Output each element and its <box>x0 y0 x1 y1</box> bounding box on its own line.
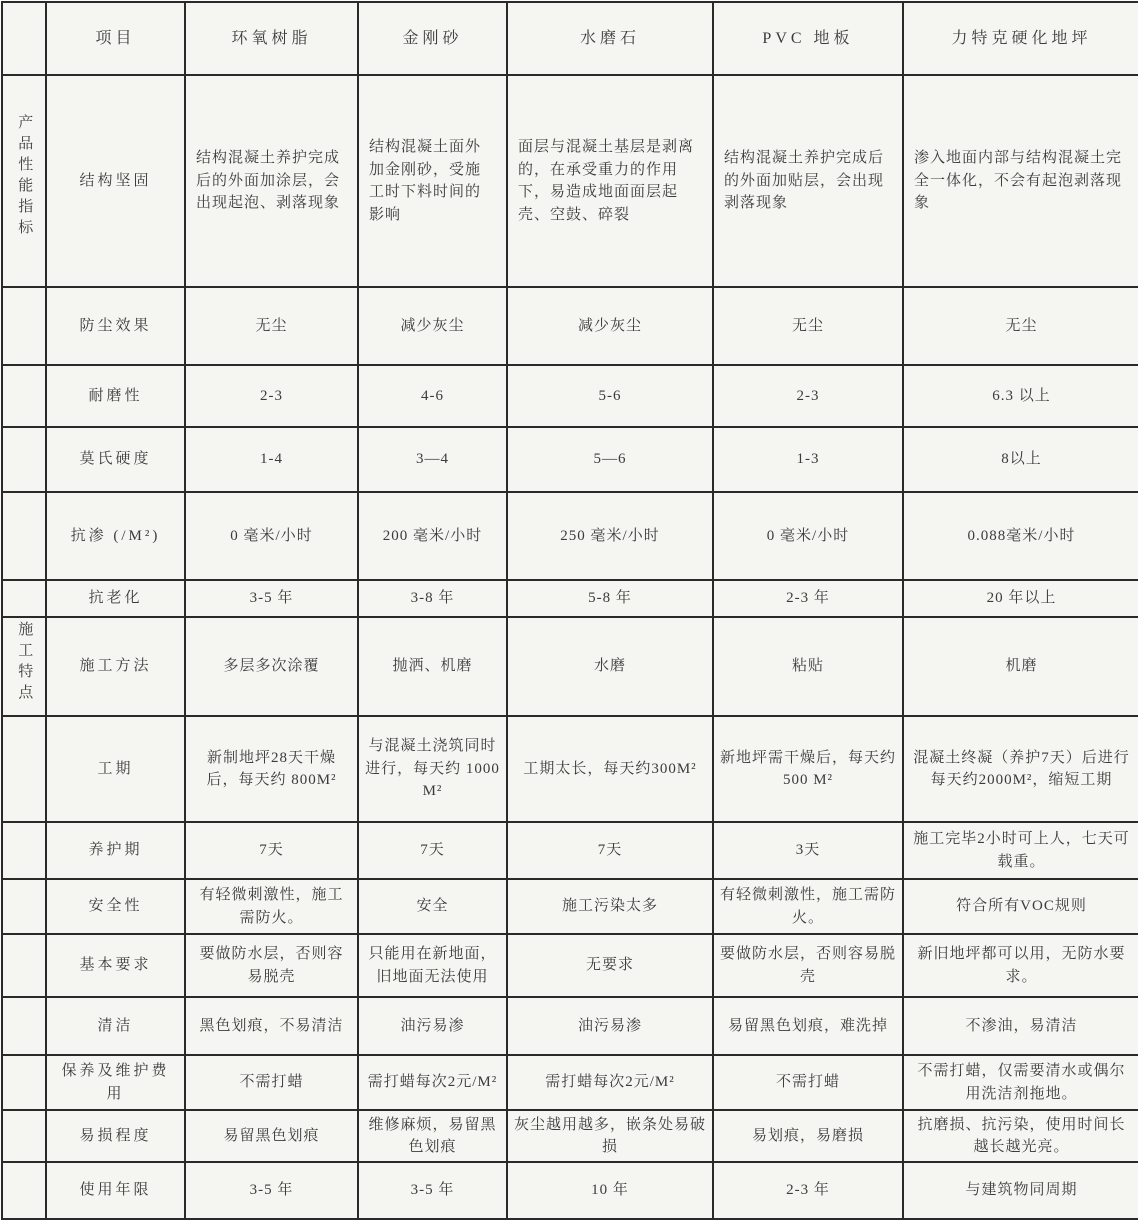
value-cell: 1-3 <box>713 427 903 492</box>
value-cell: 3-5 年 <box>358 1162 507 1219</box>
row-impermeability <box>2 492 1138 580</box>
row-label: 抗渗 (/M²) <box>46 492 185 580</box>
group-cell <box>2 934 46 997</box>
value-cell: 不需打蜡 <box>713 1055 903 1110</box>
value-cell: 不渗油，易清洁 <box>903 997 1138 1055</box>
value-cell: 与建筑物同周期 <box>903 1162 1138 1219</box>
column-header-pvc: PVC 地板 <box>713 2 903 75</box>
row-mohs-hardness <box>2 427 1138 492</box>
value-cell: 7天 <box>507 822 713 879</box>
value-cell: 安全 <box>358 879 507 934</box>
value-cell: 新地坪需干燥后，每天约500 M² <box>713 716 903 822</box>
row-label: 耐磨性 <box>46 365 185 427</box>
row-structure <box>2 75 1138 287</box>
row-wear-resistance <box>2 365 1138 427</box>
value-cell: 要做防水层，否则容易脱壳 <box>713 934 903 997</box>
group-cell <box>2 427 46 492</box>
value-cell: 需打蜡每次2元/M² <box>358 1055 507 1110</box>
value-cell: 结构混凝土养护完成后的外面加涂层，会出现起泡、剥落现象 <box>185 75 358 287</box>
value-cell: 与混凝土浇筑同时进行，每天约 1000M² <box>358 716 507 822</box>
value-cell: 灰尘越用越多，嵌条处易破损 <box>507 1110 713 1162</box>
value-cell: 5-8 年 <box>507 580 713 617</box>
value-cell: 无尘 <box>713 287 903 365</box>
value-cell: 5—6 <box>507 427 713 492</box>
row-curing-period <box>2 822 1138 879</box>
row-label: 抗老化 <box>46 580 185 617</box>
value-cell: 符合所有VOC规则 <box>903 879 1138 934</box>
row-label: 安全性 <box>46 879 185 934</box>
value-cell: 减少灰尘 <box>507 287 713 365</box>
group-cell <box>2 716 46 822</box>
column-header-litek: 力特克硬化地坪 <box>903 2 1138 75</box>
value-cell: 维修麻烦，易留黑色划痕 <box>358 1110 507 1162</box>
row-label: 清洁 <box>46 997 185 1055</box>
group-cell <box>2 365 46 427</box>
value-cell: 0 毫米/小时 <box>185 492 358 580</box>
row-label: 工期 <box>46 716 185 822</box>
value-cell: 无尘 <box>185 287 358 365</box>
group-label-construction: 施工特点 <box>16 620 33 705</box>
column-header-item: 项目 <box>46 2 185 75</box>
value-cell: 渗入地面内部与结构混凝土完全一体化，不会有起泡剥落现象 <box>903 75 1138 287</box>
value-cell: 3-5 年 <box>185 1162 358 1219</box>
row-basic-requirements <box>2 934 1138 997</box>
value-cell: 新制地坪28天干燥后，每天约 800M² <box>185 716 358 822</box>
value-cell: 油污易渗 <box>358 997 507 1055</box>
group-cell <box>2 1162 46 1219</box>
value-cell: 有轻微刺激性，施工需防火。 <box>185 879 358 934</box>
value-cell: 机磨 <box>903 617 1138 716</box>
group-cell <box>2 1110 46 1162</box>
value-cell: 减少灰尘 <box>358 287 507 365</box>
row-aging-resistance <box>2 580 1138 617</box>
value-cell: 工期太长，每天约300M² <box>507 716 713 822</box>
value-cell: 多层多次涂覆 <box>185 617 358 716</box>
value-cell: 新旧地坪都可以用，无防水要求。 <box>903 934 1138 997</box>
value-cell: 易留黑色划痕 <box>185 1110 358 1162</box>
group-label-performance: 产品性能指标 <box>16 114 33 241</box>
value-cell: 20 年以上 <box>903 580 1138 617</box>
value-cell: 2-3 年 <box>713 1162 903 1219</box>
row-cleaning <box>2 997 1138 1055</box>
group-cell <box>2 617 46 716</box>
value-cell: 施工完毕2小时可上人，七天可载重。 <box>903 822 1138 879</box>
value-cell: 施工污染太多 <box>507 879 713 934</box>
value-cell: 抗磨损、抗污染，使用时间长越长越光亮。 <box>903 1110 1138 1162</box>
group-cell <box>2 580 46 617</box>
group-cell <box>2 997 46 1055</box>
value-cell: 200 毫米/小时 <box>358 492 507 580</box>
row-label: 结构坚固 <box>46 75 185 287</box>
row-label: 基本要求 <box>46 934 185 997</box>
header-row <box>2 2 1138 75</box>
value-cell: 混凝土终凝（养护7天）后进行每天约2000M²，缩短工期 <box>903 716 1138 822</box>
group-cell <box>2 287 46 365</box>
value-cell: 抛洒、机磨 <box>358 617 507 716</box>
row-maintenance-cost <box>2 1055 1138 1110</box>
value-cell: 不需打蜡 <box>185 1055 358 1110</box>
value-cell: 结构混凝土面外加金刚砂，受施工时下料时间的影响 <box>358 75 507 287</box>
value-cell: 面层与混凝土基层是剥离的，在承受重力的作用下，易造成地面面层起壳、空鼓、碎裂 <box>507 75 713 287</box>
row-construction-period <box>2 716 1138 822</box>
row-label: 防尘效果 <box>46 287 185 365</box>
value-cell: 4-6 <box>358 365 507 427</box>
row-label: 养护期 <box>46 822 185 879</box>
value-cell: 10 年 <box>507 1162 713 1219</box>
value-cell: 7天 <box>358 822 507 879</box>
value-cell: 油污易渗 <box>507 997 713 1055</box>
group-cell <box>2 75 46 287</box>
value-cell: 无尘 <box>903 287 1138 365</box>
value-cell: 3—4 <box>358 427 507 492</box>
group-cell <box>2 492 46 580</box>
value-cell: 3-5 年 <box>185 580 358 617</box>
value-cell: 1-4 <box>185 427 358 492</box>
row-service-life <box>2 1162 1138 1219</box>
value-cell: 250 毫米/小时 <box>507 492 713 580</box>
value-cell: 2-3 <box>713 365 903 427</box>
value-cell: 6.3 以上 <box>903 365 1138 427</box>
value-cell: 2-3 <box>185 365 358 427</box>
column-header-epoxy: 环氧树脂 <box>185 2 358 75</box>
value-cell: 无要求 <box>507 934 713 997</box>
row-label: 使用年限 <box>46 1162 185 1219</box>
value-cell: 0 毫米/小时 <box>713 492 903 580</box>
row-label: 施工方法 <box>46 617 185 716</box>
value-cell: 3天 <box>713 822 903 879</box>
value-cell: 结构混凝土养护完成后的外面加贴层，会出现剥落现象 <box>713 75 903 287</box>
comparison-table <box>1 1 1138 1220</box>
value-cell: 需打蜡每次2元/M² <box>507 1055 713 1110</box>
value-cell: 5-6 <box>507 365 713 427</box>
value-cell: 有轻微刺激性，施工需防火。 <box>713 879 903 934</box>
value-cell: 粘贴 <box>713 617 903 716</box>
row-dustproof <box>2 287 1138 365</box>
value-cell: 易留黑色划痕，难洗掉 <box>713 997 903 1055</box>
value-cell: 2-3 年 <box>713 580 903 617</box>
group-cell <box>2 879 46 934</box>
group-cell <box>2 1055 46 1110</box>
row-label: 易损程度 <box>46 1110 185 1162</box>
row-construction-method <box>2 617 1138 716</box>
row-label: 保养及维护费用 <box>46 1055 185 1110</box>
value-cell: 7天 <box>185 822 358 879</box>
value-cell: 不需打蜡，仅需要清水或偶尔用洗洁剂拖地。 <box>903 1055 1138 1110</box>
column-header-emery: 金刚砂 <box>358 2 507 75</box>
value-cell: 8以上 <box>903 427 1138 492</box>
corner-cell <box>2 2 46 75</box>
value-cell: 0.088毫米/小时 <box>903 492 1138 580</box>
value-cell: 水磨 <box>507 617 713 716</box>
row-label: 莫氏硬度 <box>46 427 185 492</box>
row-safety <box>2 879 1138 934</box>
group-cell <box>2 822 46 879</box>
column-header-terrazzo: 水磨石 <box>507 2 713 75</box>
value-cell: 3-8 年 <box>358 580 507 617</box>
value-cell: 易划痕，易磨损 <box>713 1110 903 1162</box>
value-cell: 黑色划痕，不易清洁 <box>185 997 358 1055</box>
value-cell: 要做防水层，否则容易脱壳 <box>185 934 358 997</box>
row-vulnerability <box>2 1110 1138 1162</box>
value-cell: 只能用在新地面，旧地面无法使用 <box>358 934 507 997</box>
